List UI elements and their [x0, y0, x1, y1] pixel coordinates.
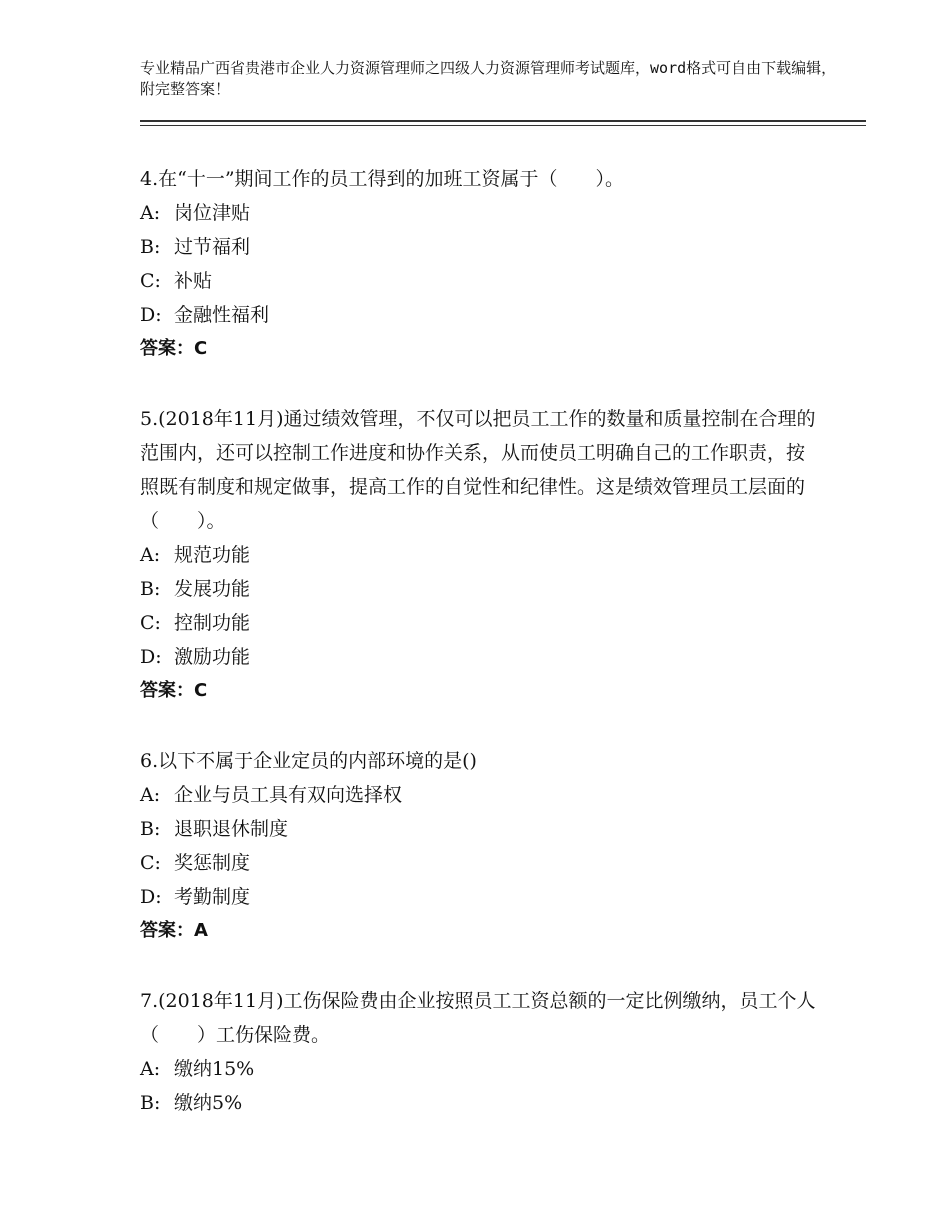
- option-text: 奖惩制度: [174, 852, 251, 874]
- question-5: [140, 402, 820, 708]
- option-letter: A:: [140, 202, 161, 224]
- question-4: [140, 162, 820, 366]
- option-letter: D:: [140, 886, 162, 908]
- header-divider-thin: [140, 125, 866, 126]
- option-letter: B:: [140, 1092, 161, 1114]
- option-text: 缴纳15%: [174, 1058, 255, 1080]
- option-a: [140, 538, 820, 572]
- option-letter: A:: [140, 784, 161, 806]
- option-text: 激励功能: [174, 646, 251, 668]
- option-a: [140, 778, 820, 812]
- question-stem: 5.(2018年11月)通过绩效管理，不仅可以把员工工作的数量和质量控制在合理的范围内，还可以控制工作进度和协作关系，从而使员工明确自己的工作职责，按照既有制度和规定做事，提高工作的自觉性和纪律性。这是绩效管理员工层面的（ ）。: [140, 408, 816, 532]
- option-letter: B:: [140, 236, 161, 258]
- answer-line: 答案：C: [140, 680, 208, 701]
- question-6: [140, 744, 820, 948]
- option-text: 岗位津贴: [174, 202, 251, 224]
- option-text: 过节福利: [174, 236, 251, 258]
- answer-line: 答案：C: [140, 338, 208, 359]
- option-c: [140, 846, 820, 880]
- question-stem: 7.(2018年11月)工伤保险费由企业按照员工工资总额的一定比例缴纳，员工个人（ ）工伤保险费。: [140, 990, 816, 1046]
- question-list: [140, 162, 820, 1156]
- option-b: [140, 230, 820, 264]
- option-b: [140, 1086, 820, 1120]
- option-c: [140, 606, 820, 640]
- question-stem: 6.以下不属于企业定员的内部环境的是(): [140, 750, 477, 772]
- option-a: [140, 196, 820, 230]
- option-b: [140, 812, 820, 846]
- option-text: 金融性福利: [174, 304, 270, 326]
- option-c: [140, 264, 820, 298]
- header-title: 专业精品广西省贵港市企业人力资源管理师之四级人力资源管理师考试题库，word格式可自由下载编辑，附完整答案！: [140, 59, 837, 98]
- question-7: [140, 984, 820, 1120]
- option-letter: B:: [140, 818, 161, 840]
- option-text: 缴纳5%: [174, 1092, 243, 1114]
- answer-line: 答案：A: [140, 920, 208, 941]
- option-d: [140, 640, 820, 674]
- option-d: [140, 298, 820, 332]
- option-text: 控制功能: [174, 612, 251, 634]
- option-letter: B:: [140, 578, 161, 600]
- option-letter: D:: [140, 304, 162, 326]
- option-letter: D:: [140, 646, 162, 668]
- option-text: 补贴: [174, 270, 213, 292]
- question-stem: 4.在“十一”期间工作的员工得到的加班工资属于（ ）。: [140, 168, 625, 190]
- option-text: 企业与员工具有双向选择权: [174, 784, 403, 806]
- option-d: [140, 880, 820, 914]
- option-letter: C:: [140, 612, 161, 634]
- option-letter: A:: [140, 1058, 161, 1080]
- option-text: 考勤制度: [174, 886, 251, 908]
- option-text: 发展功能: [174, 578, 251, 600]
- header-divider-thick: [140, 120, 866, 122]
- document-header: [140, 58, 840, 100]
- option-a: [140, 1052, 820, 1086]
- option-letter: C:: [140, 270, 161, 292]
- option-b: [140, 572, 820, 606]
- option-text: 退职退休制度: [174, 818, 289, 840]
- option-letter: A:: [140, 544, 161, 566]
- option-letter: C:: [140, 852, 161, 874]
- option-text: 规范功能: [174, 544, 251, 566]
